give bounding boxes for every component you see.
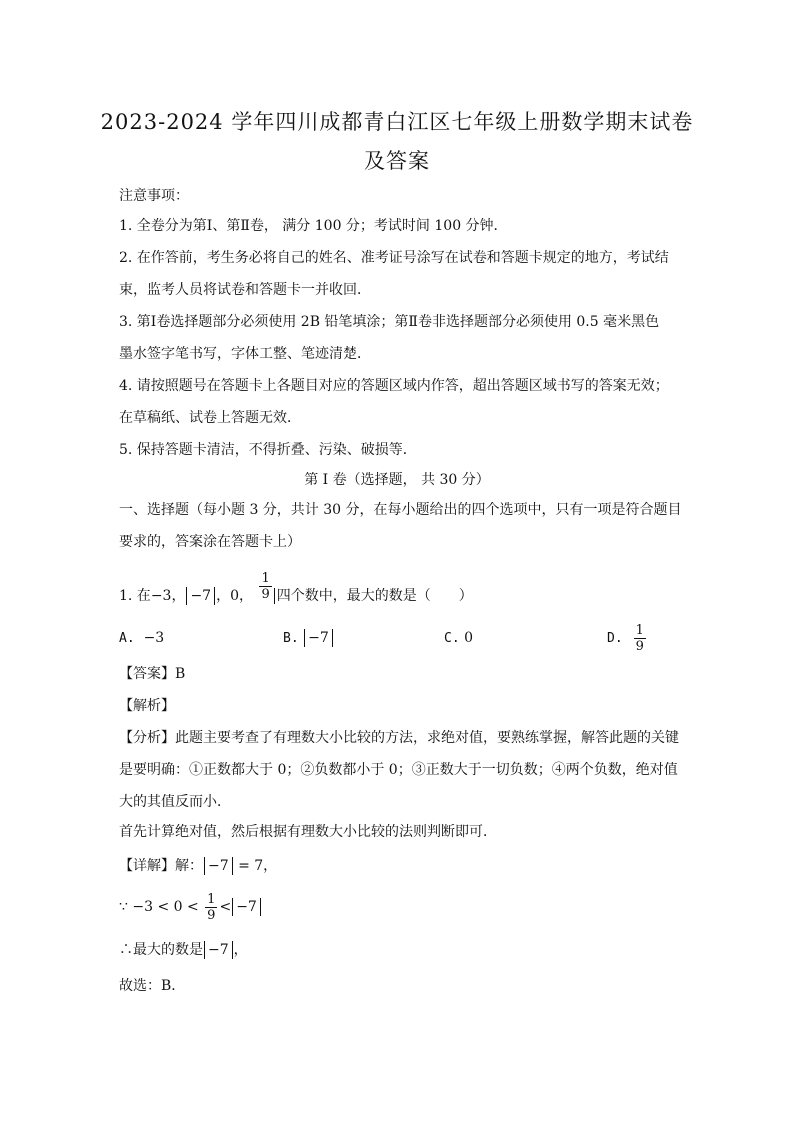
note-2-line2: 束，监考人员将试卷和答题卡一并收回． <box>119 282 371 298</box>
part1-instructions-line2: 要求的，答案涂在答题卡上） <box>119 534 301 550</box>
note-4-line2: 在草稿纸、试卷上答题无效． <box>119 410 301 426</box>
question-1-stem <box>119 570 473 614</box>
analysis-label: 【解析】 <box>119 698 175 714</box>
analysis-line1: 【分析】此题主要考查了有理数大小比较的方法，求绝对值，要熟练掌握，解答此题的关键 <box>119 730 679 746</box>
analysis-line2: 是要明确：①正数都大于 0；②负数都小于 0；③正数大于一切负数；④两个负数，绝对值 <box>119 762 678 778</box>
note-5: 5. 保持答题卡清洁，不得折叠、污染、破损等． <box>119 442 417 458</box>
q1-fraction-den: 9 <box>261 586 270 602</box>
q1-option-a: A. −3 <box>119 630 165 646</box>
analysis-line3: 大的其值反而小． <box>119 794 231 810</box>
note-3-line1: 3. 第Ⅰ卷选择题部分必须使用 2B 铅笔填涂；第Ⅱ卷非选择题部分必须使用 0.5 毫米黑色 <box>119 314 660 330</box>
detail-line: 【详解】解： −7 = 7， <box>119 858 278 874</box>
page-title-continued: 及答案 <box>364 149 430 173</box>
q1-fraction-num: 1 <box>261 570 270 586</box>
because-fraction: $\frac{1}{9}$ <box>207 891 216 923</box>
q1-prefix: 1. 在 <box>119 588 151 604</box>
q1-option-c: C. 0 <box>444 630 474 646</box>
q1-option-d: D. $\frac{1}{9}$ <box>607 622 644 654</box>
note-2-line1: 2. 在作答前，考生务必将自己的姓名、准考证号涂写在试卷和答题卡规定的地方，考试结 <box>119 250 669 266</box>
note-1: 1. 全卷分为第Ⅰ、第Ⅱ卷， 满分 100 分；考试时间 100 分钟． <box>119 218 508 234</box>
page-title: 2023-2024 学年四川成都青白江区七年级上册数学期末试卷 <box>100 110 694 134</box>
q1-zero: ，0， <box>216 588 254 604</box>
notes-heading: 注意事项： <box>119 188 189 204</box>
therefore-line: ∴最大的数是 −7 ， <box>119 942 248 958</box>
method-line: 首先计算绝对值，然后根据有理数大小比较的法则判断即可． <box>119 824 497 840</box>
note-3-line2: 墨水签字笔书写，字体工整、笔迹清楚． <box>119 346 371 362</box>
volume-heading: 第 Ⅰ 卷（选择题， 共 30 分） <box>304 472 490 488</box>
q1-number-neg3: −3 <box>150 588 172 604</box>
q1-option-b: B. −7 <box>283 628 334 649</box>
note-4-line1: 4. 请按照题号在答题卡上各题目对应的答题区域内作答，超出答题区域书写的答案无效； <box>119 378 669 394</box>
answer-label: 【答案】B <box>119 666 186 682</box>
q1-suffix: 四个数中，最大的数是（ ） <box>276 588 473 604</box>
because-line: ∵ −3 < 0 < $\frac{1}{9}$ < −7 <box>119 888 262 926</box>
q1-fraction <box>259 571 271 602</box>
q1-comma: ， <box>171 588 186 604</box>
part1-instructions-line1: 一、选择题（每小题 3 分，共计 30 分，在每小题给出的四个选项中，只有一项是符合题目 <box>119 502 682 518</box>
choose-line: 故选：B． <box>119 978 186 994</box>
q1-option-d-fraction: $\frac{1}{9}$ <box>635 622 644 654</box>
q1-abs-neg7: −7 <box>186 587 215 605</box>
q1-stray-bar <box>274 588 275 604</box>
